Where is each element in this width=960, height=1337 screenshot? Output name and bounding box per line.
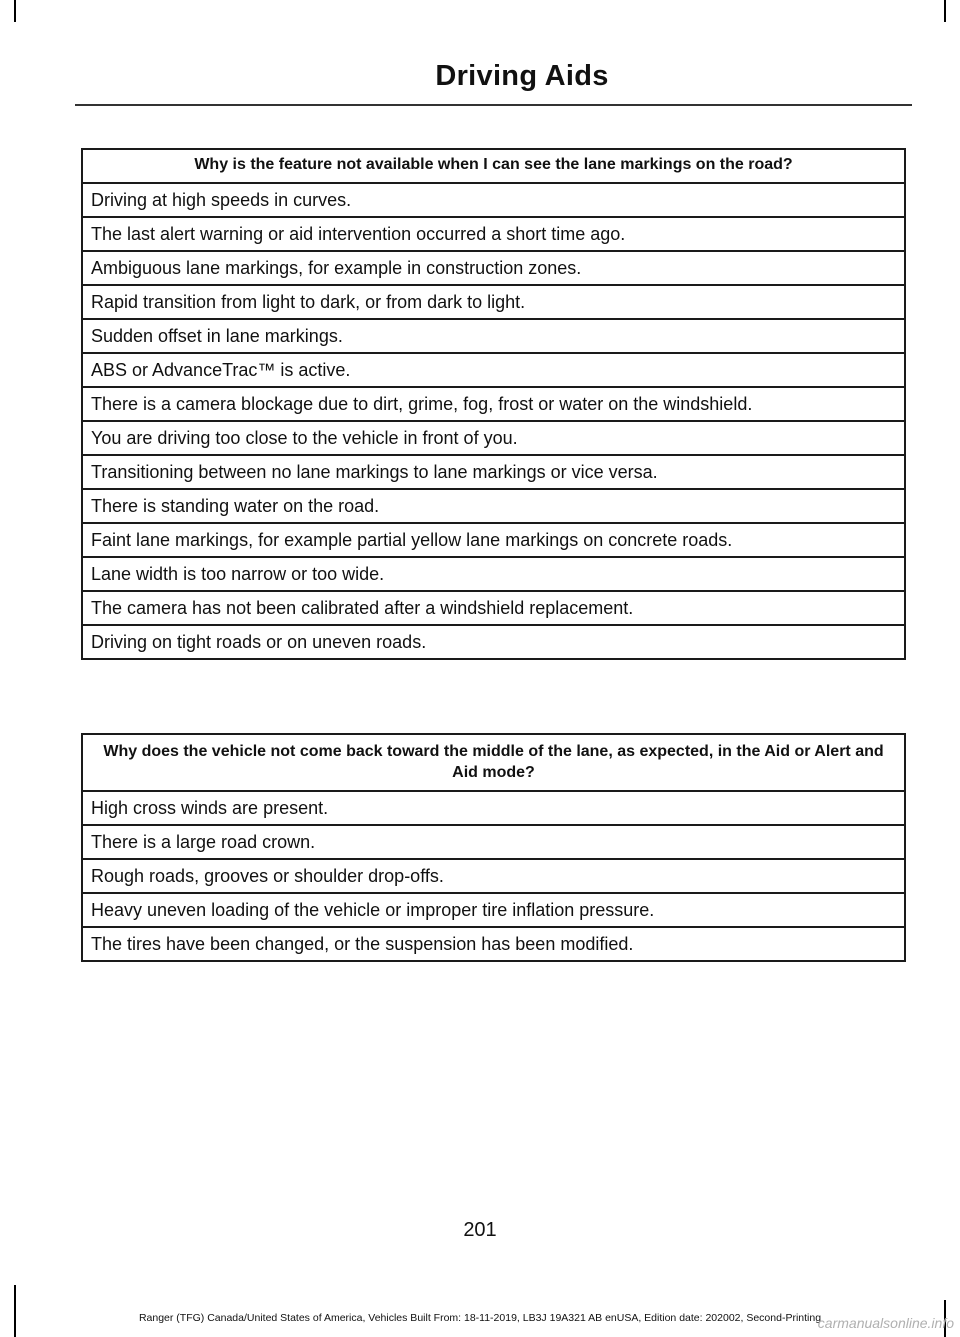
table-cell: Ambiguous lane markings, for example in construction zones. [82, 251, 905, 285]
table-cell: There is a camera blockage due to dirt, grime, fog, frost or water on the windshield. [82, 387, 905, 421]
faq-table-lane-centering [81, 733, 906, 962]
table-row [82, 927, 905, 961]
table-cell: You are driving too close to the vehicle in front of you. [82, 421, 905, 455]
table-row [82, 319, 905, 353]
table-row [82, 217, 905, 251]
table-row [82, 455, 905, 489]
table-header-row [82, 734, 905, 791]
table-row [82, 625, 905, 659]
table-row [82, 285, 905, 319]
table-heading: Why does the vehicle not come back toward the middle of the lane, as expected, in the Aid or Alert and Aid mode? [82, 734, 905, 791]
page-number: 201 [463, 1219, 497, 1241]
table-row [82, 183, 905, 217]
table-cell: High cross winds are present. [82, 791, 905, 825]
table-cell: Transitioning between no lane markings to lane markings or vice versa. [82, 455, 905, 489]
table-cell: Rough roads, grooves or shoulder drop-offs. [82, 859, 905, 893]
table-row [82, 859, 905, 893]
table-cell: Lane width is too narrow or too wide. [82, 557, 905, 591]
faq-table-lane-markings [81, 148, 906, 660]
table-cell: There is a large road crown. [82, 825, 905, 859]
table-cell: Heavy uneven loading of the vehicle or improper tire inflation pressure. [82, 893, 905, 927]
table-cell: The last alert warning or aid intervention occurred a short time ago. [82, 217, 905, 251]
table-row [82, 523, 905, 557]
table-cell: The tires have been changed, or the suspension has been modified. [82, 927, 905, 961]
table-cell: Rapid transition from light to dark, or from dark to light. [82, 285, 905, 319]
crop-mark-top-right [944, 0, 946, 22]
table-row [82, 251, 905, 285]
table-cell: The camera has not been calibrated after a windshield replacement. [82, 591, 905, 625]
table-row [82, 489, 905, 523]
table-cell: Driving on tight roads or on uneven roads. [82, 625, 905, 659]
table-row [82, 591, 905, 625]
table-cell: There is standing water on the road. [82, 489, 905, 523]
watermark: carmanualsonline.info [817, 1315, 954, 1331]
table-row [82, 557, 905, 591]
table-row [82, 421, 905, 455]
table-cell: Driving at high speeds in curves. [82, 183, 905, 217]
table-heading: Why is the feature not available when I can see the lane markings on the road? [82, 149, 905, 183]
table-row [82, 353, 905, 387]
table-cell: Sudden offset in lane markings. [82, 319, 905, 353]
table-row [82, 893, 905, 927]
table-row [82, 791, 905, 825]
table-row [82, 825, 905, 859]
title-divider [75, 104, 912, 106]
page-title: Driving Aids [435, 60, 609, 92]
table-cell: Faint lane markings, for example partial yellow lane markings on concrete roads. [82, 523, 905, 557]
table-row [82, 387, 905, 421]
table-cell: ABS or AdvanceTrac™ is active. [82, 353, 905, 387]
footer-edition-info: Ranger (TFG) Canada/United States of America, Vehicles Built From: 18-11-2019, LB3J 19A321 AB enUSA, Edition date: 202002, Second-Printing [138, 1312, 822, 1324]
crop-mark-top-left [14, 0, 16, 22]
crop-mark-bottom-left [14, 1285, 16, 1337]
table-header-row [82, 149, 905, 183]
